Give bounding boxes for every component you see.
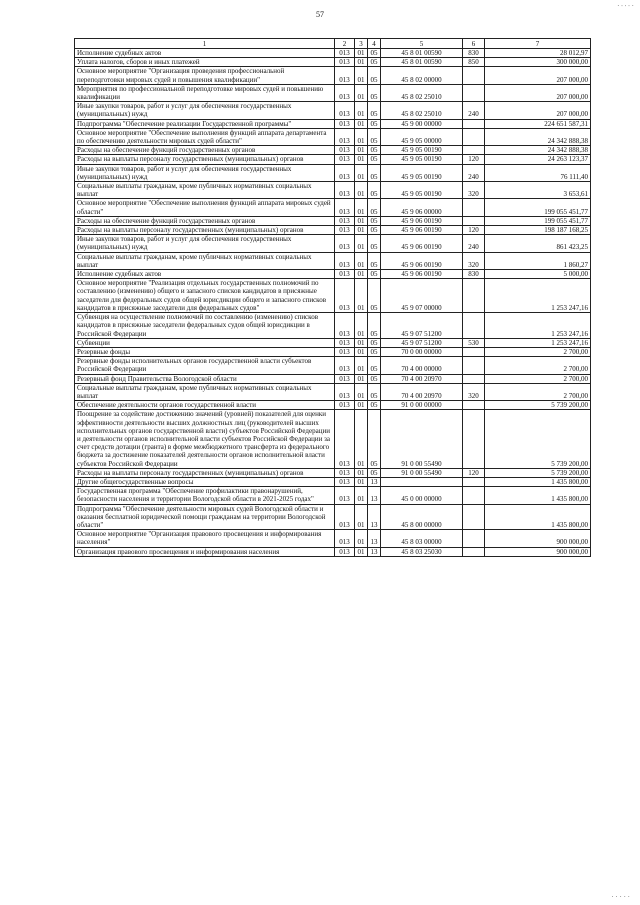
row-code-2: 013 (335, 347, 355, 356)
row-code-3: 01 (355, 102, 368, 119)
row-code-2: 013 (335, 155, 355, 164)
row-name: Основное мероприятие "Организация правового просвещения и информирования населения" (75, 530, 335, 547)
row-code-3: 01 (355, 357, 368, 374)
table-row (75, 226, 591, 235)
row-target-code: 70 0 00 00000 (381, 347, 463, 356)
row-expense-type: 120 (463, 468, 485, 477)
row-expense-type (463, 216, 485, 225)
row-target-code: 45 9 07 51200 (381, 313, 463, 339)
table-row (75, 357, 591, 374)
row-name: Расходы на обеспечение функций государственных органов (75, 146, 335, 155)
row-target-code: 45 8 02 00000 (381, 67, 463, 84)
row-code-4: 05 (368, 164, 381, 181)
col-header-2: 2 (335, 39, 355, 49)
col-header-4: 4 (368, 39, 381, 49)
row-code-2: 013 (335, 67, 355, 84)
row-code-4: 05 (368, 49, 381, 58)
row-amount: 1 253 247,16 (485, 313, 591, 339)
row-code-2: 013 (335, 279, 355, 313)
row-name: Исполнение судебных актов (75, 270, 335, 279)
table-row (75, 102, 591, 119)
row-code-3: 01 (355, 383, 368, 400)
row-code-4: 05 (368, 338, 381, 347)
row-code-2: 013 (335, 102, 355, 119)
row-amount: 3 653,61 (485, 182, 591, 199)
table-row (75, 410, 591, 468)
row-target-code: 45 9 06 00190 (381, 216, 463, 225)
row-code-4: 05 (368, 58, 381, 67)
row-name: Подпрограмма "Обеспечение реализации Государственной программы" (75, 119, 335, 128)
row-expense-type (463, 477, 485, 486)
row-amount: 1 435 800,00 (485, 504, 591, 530)
row-amount: 24 263 123,37 (485, 155, 591, 164)
row-code-2: 013 (335, 49, 355, 58)
row-name: Основное мероприятие "Обеспечение выполнения функций аппарата департамента по обеспечению деятельности мировых судей области" (75, 128, 335, 145)
row-code-2: 013 (335, 235, 355, 252)
row-name: Иные закупки товаров, работ и услуг для обеспечения государственных (муниципальных) нужд (75, 235, 335, 252)
row-code-4: 05 (368, 279, 381, 313)
row-code-2: 013 (335, 338, 355, 347)
table-row (75, 155, 591, 164)
row-code-3: 01 (355, 67, 368, 84)
col-header-7: 7 (485, 39, 591, 49)
row-target-code: 45 8 01 00590 (381, 58, 463, 67)
row-code-2: 013 (335, 410, 355, 468)
row-target-code: 45 9 06 00000 (381, 199, 463, 216)
row-code-4: 05 (368, 67, 381, 84)
row-code-2: 013 (335, 547, 355, 556)
row-code-4: 05 (368, 155, 381, 164)
table-row (75, 270, 591, 279)
row-code-4: 05 (368, 102, 381, 119)
row-code-3: 01 (355, 374, 368, 383)
row-name: Расходы на выплаты персоналу государственных (муниципальных) органов (75, 468, 335, 477)
row-amount: 2 700,00 (485, 347, 591, 356)
row-expense-type: 120 (463, 226, 485, 235)
row-code-4: 05 (368, 216, 381, 225)
row-code-3: 01 (355, 313, 368, 339)
row-target-code: 91 0 00 55490 (381, 468, 463, 477)
row-expense-type (463, 374, 485, 383)
row-amount: 5 739 200,00 (485, 401, 591, 410)
row-amount: 5 739 200,00 (485, 468, 591, 477)
row-amount: 1 435 800,00 (485, 477, 591, 486)
row-code-4: 05 (368, 270, 381, 279)
row-expense-type (463, 530, 485, 547)
table-row (75, 313, 591, 339)
row-code-3: 01 (355, 164, 368, 181)
row-expense-type (463, 313, 485, 339)
table-row (75, 477, 591, 486)
row-target-code: 45 9 06 00190 (381, 226, 463, 235)
row-name: Резервные фонды исполнительных органов государственной власти субъектов Российской Федерации (75, 357, 335, 374)
table-row (75, 58, 591, 67)
col-header-3: 3 (355, 39, 368, 49)
row-code-3: 01 (355, 477, 368, 486)
row-code-3: 01 (355, 58, 368, 67)
row-amount: 207 000,00 (485, 84, 591, 101)
scan-mark-bottom: · · · · · (611, 893, 630, 901)
table-row (75, 164, 591, 181)
row-code-2: 013 (335, 216, 355, 225)
row-code-2: 013 (335, 128, 355, 145)
row-code-3: 01 (355, 401, 368, 410)
row-code-2: 013 (335, 199, 355, 216)
row-expense-type (463, 199, 485, 216)
row-amount: 2 700,00 (485, 357, 591, 374)
row-code-2: 013 (335, 530, 355, 547)
table-row (75, 504, 591, 530)
row-name: Основное мероприятие "Реализация отдельных государственных полномочий по составлению (изменению) общего и запасного списков кандидатов в присяжные заседатели для федеральных судов общей юрисдикции общего и запасного списков кандидатов в присяжные заседатели для федеральных судов" (75, 279, 335, 313)
row-expense-type (463, 547, 485, 556)
row-code-4: 05 (368, 199, 381, 216)
row-amount: 24 342 888,38 (485, 146, 591, 155)
row-code-4: 05 (368, 313, 381, 339)
table-row (75, 84, 591, 101)
row-name: Поощрение за содействие достижению значений (уровней) показателей для оценки эффективности деятельности высших должностных лиц (руководителей высших исполнительных органов государственной власти) субъектов Российской Федерации и деятельности органов исполнительной власти субъектов Российской Федерации за счет средств дотации (гранта) в форме межбюджетного трансферта из федерального бюджета за достижение показателей деятельности органов исполнительной власти субъектов Российской Федерации (75, 410, 335, 468)
row-expense-type: 240 (463, 235, 485, 252)
row-code-2: 013 (335, 270, 355, 279)
row-target-code: 45 9 00 00000 (381, 119, 463, 128)
row-name: Резервные фонды (75, 347, 335, 356)
row-code-3: 01 (355, 235, 368, 252)
row-expense-type: 120 (463, 155, 485, 164)
row-code-3: 01 (355, 487, 368, 504)
row-amount: 24 342 888,38 (485, 128, 591, 145)
table-row (75, 279, 591, 313)
table-row (75, 401, 591, 410)
row-amount: 198 187 168,25 (485, 226, 591, 235)
row-code-3: 01 (355, 128, 368, 145)
row-code-4: 13 (368, 504, 381, 530)
table-row (75, 182, 591, 199)
table-row (75, 252, 591, 269)
table-row (75, 530, 591, 547)
row-amount: 861 423,25 (485, 235, 591, 252)
row-target-code: 45 9 05 00190 (381, 155, 463, 164)
row-code-4: 05 (368, 401, 381, 410)
row-target-code (381, 477, 463, 486)
row-code-2: 013 (335, 477, 355, 486)
col-header-1: 1 (75, 39, 335, 49)
row-code-4: 13 (368, 477, 381, 486)
row-name: Расходы на выплаты персоналу государственных (муниципальных) органов (75, 226, 335, 235)
row-target-code: 70 4 00 00000 (381, 357, 463, 374)
row-name: Социальные выплаты гражданам, кроме публичных нормативных социальных выплат (75, 252, 335, 269)
row-code-4: 13 (368, 547, 381, 556)
row-target-code: 70 4 00 20970 (381, 374, 463, 383)
row-amount: 76 111,40 (485, 164, 591, 181)
row-amount: 28 012,97 (485, 49, 591, 58)
table-row (75, 119, 591, 128)
row-expense-type (463, 401, 485, 410)
row-code-4: 05 (368, 146, 381, 155)
row-target-code: 70 4 00 20970 (381, 383, 463, 400)
row-code-4: 05 (368, 182, 381, 199)
row-target-code: 45 8 01 00590 (381, 49, 463, 58)
row-code-3: 01 (355, 338, 368, 347)
row-target-code: 45 9 05 00000 (381, 128, 463, 145)
table-row (75, 49, 591, 58)
scan-mark-top: · ∙ ∙ ∙ · (617, 2, 634, 10)
row-amount: 900 000,00 (485, 530, 591, 547)
row-target-code: 45 9 06 00190 (381, 270, 463, 279)
row-name: Исполнение судебных актов (75, 49, 335, 58)
row-target-code: 45 9 07 00000 (381, 279, 463, 313)
row-code-3: 01 (355, 182, 368, 199)
row-target-code: 45 8 00 00000 (381, 504, 463, 530)
row-expense-type: 320 (463, 383, 485, 400)
row-target-code: 45 9 05 00190 (381, 146, 463, 155)
row-name: Субвенции (75, 338, 335, 347)
row-amount: 2 700,00 (485, 374, 591, 383)
row-name: Подпрограмма "Обеспечение деятельности мировых судей Вологодской области и оказания бесплатной юридической помощи гражданам на территории Вологодской области" (75, 504, 335, 530)
row-code-3: 01 (355, 347, 368, 356)
row-name: Социальные выплаты гражданам, кроме публичных нормативных социальных выплат (75, 182, 335, 199)
table-row (75, 468, 591, 477)
row-expense-type (463, 119, 485, 128)
row-code-4: 05 (368, 347, 381, 356)
row-code-2: 013 (335, 487, 355, 504)
row-code-4: 05 (368, 410, 381, 468)
row-expense-type (463, 67, 485, 84)
row-target-code: 45 9 07 51200 (381, 338, 463, 347)
row-code-3: 01 (355, 270, 368, 279)
row-name: Иные закупки товаров, работ и услуг для обеспечения государственных (муниципальных) нужд (75, 102, 335, 119)
row-code-4: 05 (368, 128, 381, 145)
row-expense-type: 830 (463, 270, 485, 279)
row-code-3: 01 (355, 226, 368, 235)
row-amount: 1 860,27 (485, 252, 591, 269)
row-expense-type: 830 (463, 49, 485, 58)
row-code-2: 013 (335, 58, 355, 67)
row-code-4: 05 (368, 357, 381, 374)
row-name: Резервный фонд Правительства Вологодской области (75, 374, 335, 383)
row-code-3: 01 (355, 49, 368, 58)
row-code-2: 013 (335, 164, 355, 181)
row-target-code: 45 8 02 25010 (381, 102, 463, 119)
row-code-2: 013 (335, 383, 355, 400)
row-name: Иные закупки товаров, работ и услуг для обеспечения государственных (муниципальных) нужд (75, 164, 335, 181)
row-code-3: 01 (355, 468, 368, 477)
row-amount: 1 253 247,16 (485, 279, 591, 313)
row-code-2: 013 (335, 357, 355, 374)
row-target-code: 45 9 06 00190 (381, 235, 463, 252)
row-amount: 300 000,00 (485, 58, 591, 67)
row-code-2: 013 (335, 313, 355, 339)
table-row (75, 487, 591, 504)
row-expense-type (463, 84, 485, 101)
row-code-3: 01 (355, 547, 368, 556)
row-name: Обеспечение деятельности органов государственной власти (75, 401, 335, 410)
row-expense-type: 240 (463, 164, 485, 181)
row-expense-type: 530 (463, 338, 485, 347)
row-name: Основное мероприятие "Обеспечение выполнения функций аппарата мировых судей области" (75, 199, 335, 216)
row-code-4: 05 (368, 119, 381, 128)
row-name: Уплата налогов, сборов и иных платежей (75, 58, 335, 67)
row-target-code: 45 8 03 00000 (381, 530, 463, 547)
row-expense-type: 320 (463, 252, 485, 269)
row-code-4: 05 (368, 226, 381, 235)
row-code-2: 013 (335, 226, 355, 235)
row-code-4: 13 (368, 530, 381, 547)
table-row (75, 374, 591, 383)
table-row (75, 338, 591, 347)
page-number: 57 (316, 10, 324, 19)
row-code-2: 013 (335, 504, 355, 530)
row-code-2: 013 (335, 468, 355, 477)
row-expense-type: 850 (463, 58, 485, 67)
row-amount: 207 000,00 (485, 102, 591, 119)
row-code-3: 01 (355, 530, 368, 547)
row-amount: 5 000,00 (485, 270, 591, 279)
table-row (75, 383, 591, 400)
row-code-4: 05 (368, 252, 381, 269)
col-header-6: 6 (463, 39, 485, 49)
row-code-3: 01 (355, 119, 368, 128)
row-code-2: 013 (335, 401, 355, 410)
row-expense-type (463, 487, 485, 504)
row-target-code: 45 9 05 00190 (381, 182, 463, 199)
row-code-4: 05 (368, 374, 381, 383)
row-code-2: 013 (335, 374, 355, 383)
row-target-code: 91 0 00 00000 (381, 401, 463, 410)
row-amount: 900 000,00 (485, 547, 591, 556)
table-row (75, 128, 591, 145)
row-amount: 5 739 200,00 (485, 410, 591, 468)
row-code-3: 01 (355, 216, 368, 225)
row-code-2: 013 (335, 182, 355, 199)
row-code-4: 05 (368, 468, 381, 477)
row-code-2: 013 (335, 146, 355, 155)
row-expense-type (463, 410, 485, 468)
col-header-5: 5 (381, 39, 463, 49)
row-expense-type (463, 504, 485, 530)
row-expense-type (463, 146, 485, 155)
row-name: Расходы на обеспечение функций государственных органов (75, 216, 335, 225)
row-code-4: 05 (368, 84, 381, 101)
row-expense-type (463, 347, 485, 356)
row-amount: 199 055 451,77 (485, 216, 591, 225)
row-name: Социальные выплаты гражданам, кроме публичных нормативных социальных выплат (75, 383, 335, 400)
row-code-3: 01 (355, 279, 368, 313)
budget-table (74, 38, 591, 557)
row-target-code: 45 8 03 25030 (381, 547, 463, 556)
row-target-code: 45 9 06 00190 (381, 252, 463, 269)
table-row (75, 547, 591, 556)
row-amount: 2 700,00 (485, 383, 591, 400)
row-amount: 199 055 451,77 (485, 199, 591, 216)
row-code-2: 013 (335, 119, 355, 128)
row-expense-type (463, 279, 485, 313)
row-amount: 207 000,00 (485, 67, 591, 84)
table-row (75, 347, 591, 356)
row-name: Государственная программа "Обеспечение профилактики правонарушений, безопасности населения и территории Вологодской области в 2021-2025 годах" (75, 487, 335, 504)
row-name: Субвенция на осуществление полномочий по составлению (изменению) списков кандидатов в присяжные заседатели федеральных судов общей юрисдикции в Российской Федерации (75, 313, 335, 339)
table-row (75, 216, 591, 225)
row-code-3: 01 (355, 252, 368, 269)
row-code-3: 01 (355, 199, 368, 216)
row-target-code: 45 9 05 00190 (381, 164, 463, 181)
row-amount: 224 651 587,31 (485, 119, 591, 128)
table-row (75, 67, 591, 84)
table-row (75, 146, 591, 155)
row-expense-type (463, 128, 485, 145)
row-amount: 1 253 247,16 (485, 338, 591, 347)
row-target-code: 45 0 00 00000 (381, 487, 463, 504)
row-code-4: 05 (368, 235, 381, 252)
header-row (75, 39, 591, 49)
row-code-2: 013 (335, 252, 355, 269)
table-row (75, 199, 591, 216)
row-code-4: 13 (368, 487, 381, 504)
row-target-code: 45 8 02 25010 (381, 84, 463, 101)
row-name: Другие общегосударственные вопросы (75, 477, 335, 486)
row-name: Основное мероприятие "Организация проведения профессиональной переподготовки мировых судей и повышения квалификации" (75, 67, 335, 84)
table-row (75, 235, 591, 252)
row-target-code: 91 0 00 55490 (381, 410, 463, 468)
row-expense-type (463, 357, 485, 374)
row-name: Расходы на выплаты персоналу государственных (муниципальных) органов (75, 155, 335, 164)
row-code-3: 01 (355, 410, 368, 468)
row-code-3: 01 (355, 504, 368, 530)
row-expense-type: 320 (463, 182, 485, 199)
row-expense-type: 240 (463, 102, 485, 119)
row-code-3: 01 (355, 146, 368, 155)
row-amount: 1 435 800,00 (485, 487, 591, 504)
row-name: Мероприятия по профессиональной переподготовке мировых судей и повышению квалификации (75, 84, 335, 101)
row-code-4: 05 (368, 383, 381, 400)
row-name: Организация правового просвещения и информирования населения (75, 547, 335, 556)
row-code-3: 01 (355, 84, 368, 101)
row-code-3: 01 (355, 155, 368, 164)
row-code-2: 013 (335, 84, 355, 101)
